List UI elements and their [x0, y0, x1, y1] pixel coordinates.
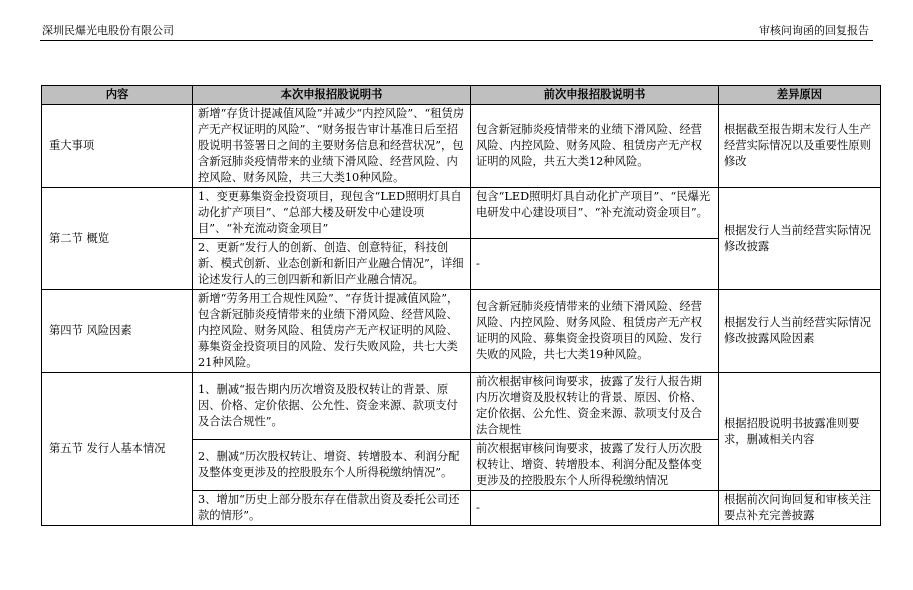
- section-name: 第四节 风险因素: [42, 290, 193, 373]
- current-description: 1、删减“报告期内历次增资及股权转让的背景、原因、价格、定价依据、公允性、资金来源、款项支付及合法合规性”。: [193, 373, 471, 440]
- current-description: 新增“劳务用工合规性风险”、“存货计提减值风险”，包含新冠肺炎疫情带来的业绩下滑风险、经营风险、内控风险、财务风险、租赁房产无产权证明的风险、募集资金投资项目的风险、发行失败风险，共七大类21种风险。: [193, 290, 471, 373]
- table-header-row: [42, 86, 881, 105]
- difference-reason: 根据截至报告期末发行人生产经营实际情况以及重要性原则修改: [719, 105, 881, 188]
- section-name: 重大事项: [42, 105, 193, 188]
- current-description: 1、变更募集资金投资项目，现包含“LED照明灯具自动化扩产项目”、“总部大楼及研发中心建设项目”、“补充流动资金项目”: [193, 188, 471, 239]
- difference-reason: 根据发行人当前经营实际情况修改披露: [719, 188, 881, 290]
- col-header-reason: 差异原因: [719, 86, 881, 105]
- difference-reason: 根据前次问询回复和审核关注要点补充完善披露: [719, 491, 881, 526]
- table-row: [42, 373, 881, 440]
- comparison-table: [41, 85, 881, 526]
- current-description: 2、删减“历次股权转让、增资、转增股本、利润分配及整体变更涉及的控股股东个人所得税缴纳情况”。: [193, 440, 471, 491]
- section-name: 第五节 发行人基本情况: [42, 373, 193, 526]
- section-name: 第二节 概览: [42, 188, 193, 290]
- col-header-previous: 前次申报招股说明书: [471, 86, 719, 105]
- table-row: [42, 290, 881, 373]
- previous-description: 包含“LED照明灯具自动化扩产项目”、“民爆光电研发中心建设项目”、“补充流动资金项目”。: [471, 188, 719, 239]
- previous-description: 前次根据审核问询要求，披露了发行人报告期内历次增资及股权转让的背景、原因、价格、定价依据、公允性、资金来源、款项支付及合法合规性: [471, 373, 719, 440]
- difference-reason: 根据招股说明书披露准则要求，删减相关内容: [719, 373, 881, 491]
- header-company: 深圳民爆光电股份有限公司: [42, 24, 174, 37]
- table-row: [42, 188, 881, 239]
- header-doc-title: 审核问询函的回复报告: [759, 24, 869, 37]
- table-row: [42, 105, 881, 188]
- previous-description: 包含新冠肺炎疫情带来的业绩下滑风险、经营风险、内控风险、财务风险、租赁房产无产权证明的风险、募集资金投资项目的风险、发行失败的风险，共七大类19种风险。: [471, 290, 719, 373]
- current-description: 2、更新“发行人的创新、创造、创意特征，科技创新、模式创新、业态创新和新旧产业融合情况”，详细论述发行人的三创四新和新旧产业融合情况。: [193, 239, 471, 290]
- previous-description: -: [471, 491, 719, 526]
- current-description: 新增“存货计提减值风险”并减少“内控风险”、“租赁房产无产权证明的风险”、“财务报告审计基准日后至招股说明书签署日之间的主要财务信息和经营状况”，包含新冠肺炎疫情带来的业绩下滑风险、经营风险、内控风险、财务风险，共三大类10种风险。: [193, 105, 471, 188]
- current-description: 3、增加“历史上部分股东存在借款出资及委托公司还款的情形”。: [193, 491, 471, 526]
- header-rule: [40, 40, 873, 41]
- previous-description: -: [471, 239, 719, 290]
- previous-description: 前次根据审核问询要求，披露了发行人历次股权转让、增资、转增股本、利润分配及整体变更涉及的控股股东个人所得税缴纳情况: [471, 440, 719, 491]
- difference-reason: 根据发行人当前经营实际情况修改披露风险因素: [719, 290, 881, 373]
- col-header-content: 内容: [42, 86, 193, 105]
- col-header-current: 本次申报招股说明书: [193, 86, 471, 105]
- previous-description: 包含新冠肺炎疫情带来的业绩下滑风险、经营风险、内控风险、财务风险、租赁房产无产权证明的风险，共五大类12种风险。: [471, 105, 719, 188]
